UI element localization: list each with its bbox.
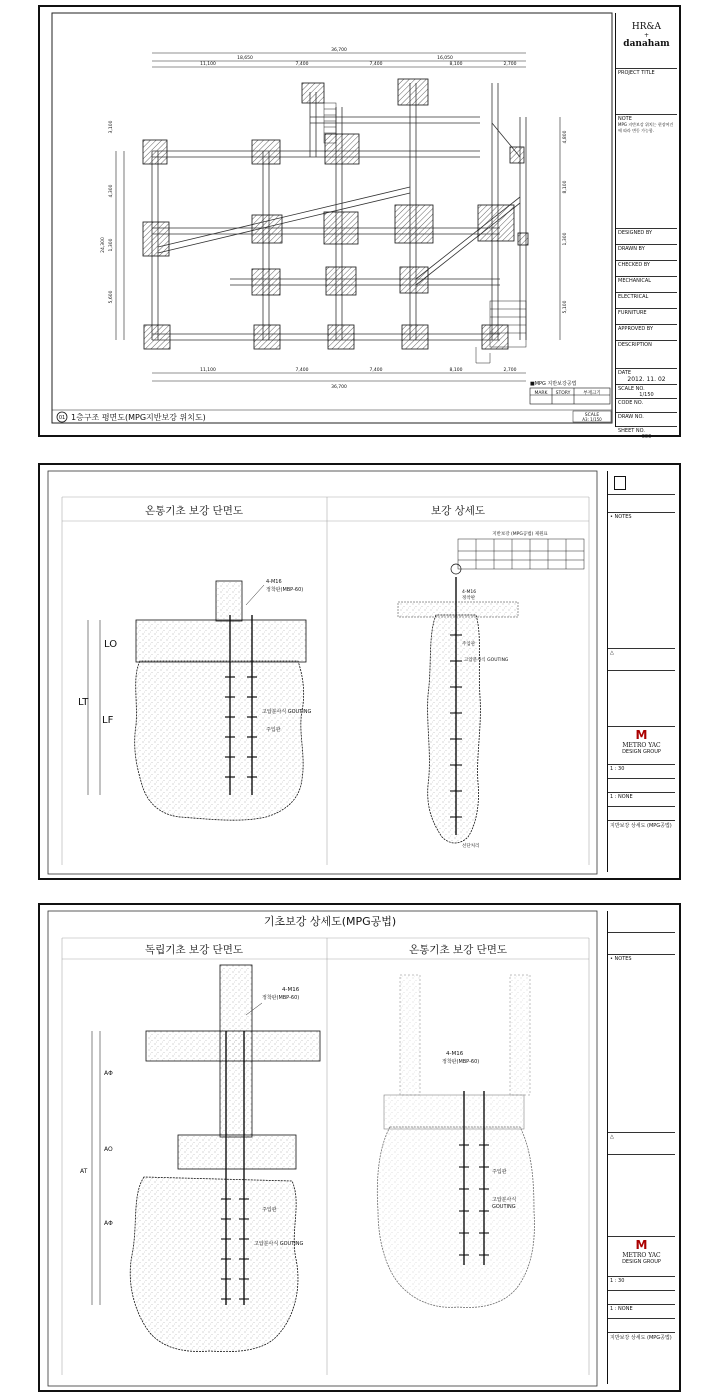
legend-header: STORY (555, 391, 571, 396)
label-lt: LT (78, 697, 89, 708)
label-at: AT (80, 1168, 88, 1175)
tb-scale-none: 1 : NONE (608, 1305, 675, 1319)
dim-top: 7,400 (295, 62, 309, 67)
dim-left: 5,600 (109, 290, 114, 304)
dim-bottom-total: 36,700 (331, 385, 347, 390)
legend-header: 부재크기 (583, 391, 601, 396)
firm-icon: M (635, 1238, 648, 1252)
draw-no: DRAW NO. (616, 413, 677, 427)
label-r-anchor: 4-M16 (446, 1051, 464, 1057)
label-lo: LO (104, 639, 118, 650)
dim-bottom: 11,100 (200, 368, 216, 373)
scale-no-block: SCALE NO. 1/150 (616, 385, 677, 399)
sheet-plan (38, 5, 681, 440)
tb-scale: 1 : 30 (608, 765, 675, 779)
note: NOTE MPG 지반보강 위치는 현장여건에 따라 변동 가능함. (616, 115, 677, 229)
tb-row: CHECKED BY (616, 261, 677, 277)
dim-right: 8,100 (563, 180, 568, 194)
label-pipe: 주입관 (262, 1207, 277, 1213)
label-anchor: 4-M16 (266, 579, 282, 585)
label-plate: 정착판(MBP-60) (266, 587, 304, 593)
label-r-bottom: 선단처리 (462, 844, 480, 849)
dim-top-sub: 18,650 (237, 56, 253, 61)
dim-top: 8,100 (449, 62, 463, 67)
label-anchor: 4-M16 (282, 987, 300, 993)
label-r-pipe: 주입관 (462, 642, 476, 647)
tb-row: DRAWN BY (616, 245, 677, 261)
sheet-detail-1 (38, 463, 681, 880)
dim-right: 4,800 (563, 130, 568, 144)
plan-drawing (40, 7, 679, 435)
beam-grid (152, 83, 526, 340)
tb-staff (608, 1155, 675, 1237)
label-r-plate: 정착판(MBP-60) (442, 1059, 480, 1065)
dim-bottom: 7,400 (295, 368, 309, 373)
caption-number: 01 (58, 415, 66, 421)
revision-triangle: △ (608, 1133, 675, 1155)
title-block-2 (607, 471, 675, 872)
notes: • NOTES (608, 513, 675, 649)
dim-left: 1,300 (109, 238, 114, 252)
firm-icon: M (635, 728, 648, 742)
dim-top: 2,700 (503, 62, 517, 67)
tb-project (608, 495, 675, 513)
label-r-grout2: GOUTING (492, 1204, 516, 1210)
label-grout: 고압분사식 GOUTING (262, 709, 312, 715)
sheet-no-block: SHEET NO. 000 (618, 428, 652, 440)
tb-row: FURNITURE (616, 309, 677, 325)
tb-logo-box (608, 471, 675, 495)
tb-date (608, 1291, 675, 1305)
dim-bottom: 8,100 (449, 368, 463, 373)
dim-top-total: 36,700 (331, 48, 347, 53)
slab-section (88, 581, 306, 820)
label-r-plate: 정착판 (462, 596, 476, 601)
project-title: PROJECT TITLE (616, 69, 677, 115)
detail-drawing-1 (40, 465, 679, 878)
label-r-pipe: 주입관 (492, 1169, 507, 1175)
tb-staff (608, 671, 675, 727)
dim-left: 3,100 (109, 120, 114, 134)
label-grout: 고압분사식 GOUTING (254, 1241, 304, 1247)
label-a2: AO (104, 1146, 113, 1153)
label-r-grout: 고압분사식 GOUTING (464, 658, 509, 663)
spec-table (458, 539, 584, 569)
label-a1: AΦ (104, 1070, 113, 1077)
tb-drawing-no (608, 807, 675, 821)
tb-drawing-title: 지반보강 상세도 (MPG공법) (610, 823, 672, 829)
tb-scale-none: 1 : NONE (608, 793, 675, 807)
drawing-caption: 1층구조 평면도(MPG지반보강 위치도) (71, 413, 206, 422)
dim-top-sub: 16,050 (437, 56, 453, 61)
dim-right: 5,100 (563, 300, 568, 314)
tb-project (608, 933, 675, 955)
title-block-3 (607, 911, 675, 1384)
footings (143, 79, 528, 349)
dim-left: 4,300 (109, 184, 114, 198)
tb-row: MECHANICAL (616, 277, 677, 293)
code-no: CODE NO. (616, 399, 677, 413)
tb-row: ELECTRICAL (616, 293, 677, 309)
tb-date (608, 779, 675, 793)
label-plate: 정착판(MBP-60) (262, 995, 300, 1001)
tb-row: DESIGNED BY (616, 229, 677, 245)
scale-value: A3: 1/150 (582, 417, 602, 422)
firm-logo: M METRO YAC DESIGN GROUP (608, 727, 675, 765)
sheet-detail-2 (38, 903, 681, 1392)
legend-title: ■MPG 지반보강공법 (530, 381, 577, 387)
document-icon (614, 476, 626, 490)
pile-detail (398, 564, 518, 843)
dim-bottom: 2,700 (503, 368, 517, 373)
firm-logo: M METRO YAC DESIGN GROUP (608, 1237, 675, 1277)
section-title-right: 보강 상세도 (430, 505, 486, 517)
dim-bottom: 7,400 (369, 368, 383, 373)
label-lf: LF (102, 715, 114, 726)
label-a3: AΦ (104, 1220, 113, 1227)
label-r-grout1: 고압분사식 (492, 1197, 517, 1203)
tb-logo-box (608, 911, 675, 933)
section-title-right: 온통기초 보강 단면도 (409, 944, 507, 956)
tb-drawing-no (608, 1319, 675, 1333)
title-block-1 (615, 13, 677, 440)
notes: • NOTES (608, 955, 675, 1133)
detail-drawing-2 (40, 905, 679, 1390)
tb-row: DESCRIPTION (616, 341, 677, 369)
tb-scale: 1 : 30 (608, 1277, 675, 1291)
scale-label: SCALE (584, 413, 600, 418)
isolated-footing-section (92, 965, 320, 1352)
revision-triangle: △ (608, 649, 675, 671)
tb-row: APPROVED BY (616, 325, 677, 341)
label-r-anchor: 4-M16 (462, 590, 477, 595)
dim-right: 1,300 (563, 232, 568, 246)
dim-top: 7,400 (369, 62, 383, 67)
logo: HR&A + danaham (616, 13, 677, 69)
dim-top: 11,100 (200, 62, 216, 67)
tb-drawing-title: 지반보강 상세도 (MPG공법) (610, 1335, 672, 1341)
mat-footing-section (377, 975, 534, 1307)
label-pipe: 주입관 (266, 727, 281, 733)
date-block: DATE 2012. 11. 02 (616, 369, 677, 385)
legend-header: MARK (534, 391, 548, 396)
sheet-header: 기초보강 상세도(MPG공법) (263, 915, 397, 928)
dim-left-total: 24,300 (101, 237, 106, 253)
section-title-left: 온통기초 보강 단면도 (145, 505, 243, 517)
spec-table-title: 지반보강 (MPG공법) 제원표 (492, 532, 548, 537)
section-title-left: 독립기초 보강 단면도 (145, 944, 243, 956)
